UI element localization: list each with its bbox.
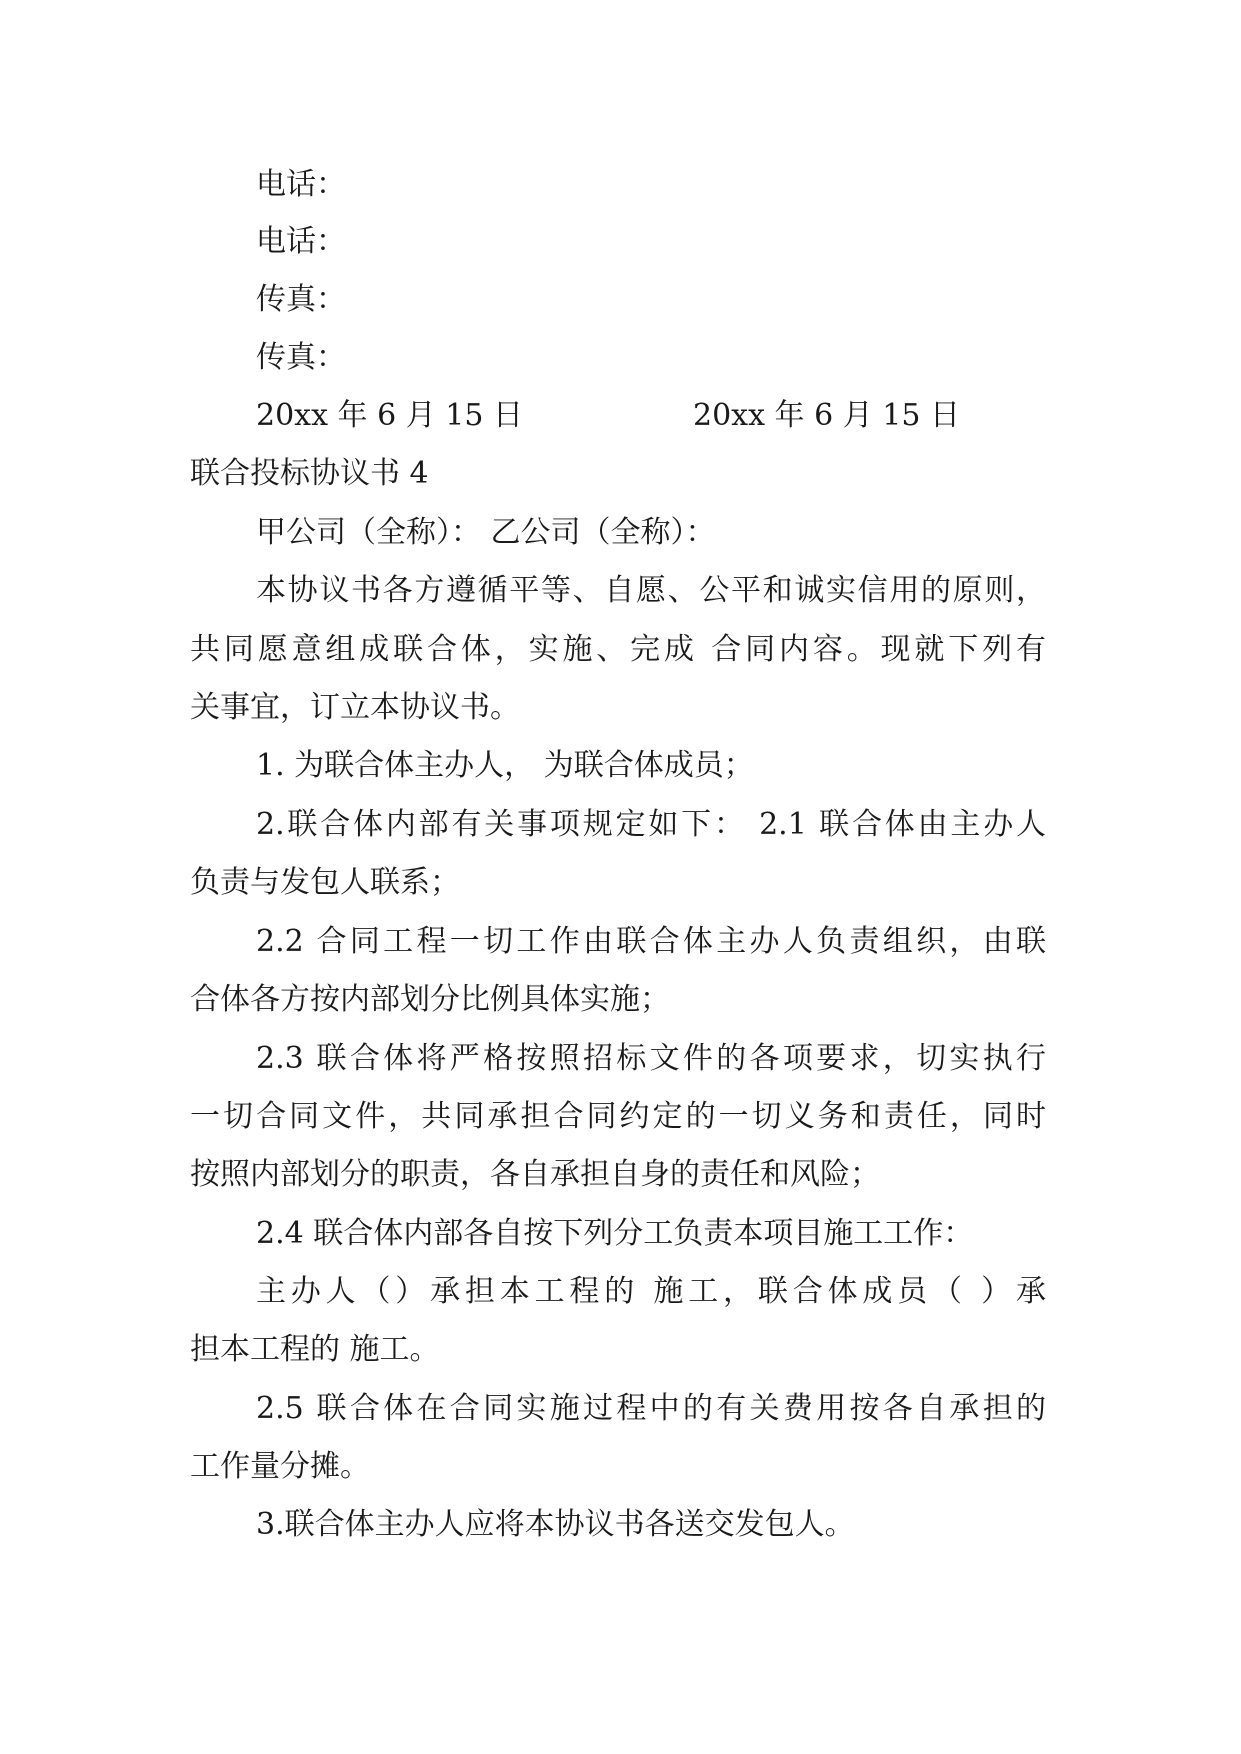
clause-2-4-line-1: 2.4 联合体内部各自按下列分工负责本项目施工工作： xyxy=(256,1216,974,1251)
clause-2-3-line-1: 2.3 联合体将严格按照招标文件的各项要求，切实执行 xyxy=(256,1041,1046,1076)
clause-3: 3.联合体主办人应将本协议书各送交发包人。 xyxy=(256,1507,855,1542)
phone-label-2: 电话： xyxy=(256,224,346,259)
clause-2-4-line-2: 主办人（）承担本工程的 施工，联合体成员（ ）承 xyxy=(256,1274,1046,1309)
clause-2-4-line-3: 担本工程的 施工。 xyxy=(190,1332,440,1367)
clause-2-2-line-1: 2.2 合同工程一切工作由联合体主办人负责组织，由联 xyxy=(256,924,1046,959)
clause-1: 1. 为联合体主办人， 为联合体成员； xyxy=(256,748,754,783)
clause-2-line-2: 负责与发包人联系； xyxy=(190,865,460,900)
parties-line: 甲公司（全称）： 乙公司（全称）： xyxy=(256,515,716,550)
signing-date-left: 20xx 年 6 月 15 日 xyxy=(256,398,523,433)
agreement-title: 联合投标协议书 4 xyxy=(190,456,429,491)
phone-label-1: 电话： xyxy=(256,167,346,202)
clause-2-2-line-2: 合体各方按内部划分比例具体实施； xyxy=(190,982,670,1017)
clause-2-line-1: 2.联合体内部有关事项规定如下： 2.1 联合体由主办人 xyxy=(256,807,1046,842)
fax-label-2: 传真： xyxy=(256,340,346,375)
intro-paragraph-line-1: 本协议书各方遵循平等、自愿、公平和诚实信用的原则， xyxy=(256,573,1046,608)
clause-2-5-line-2: 工作量分摊。 xyxy=(190,1449,370,1484)
fax-label-1: 传真： xyxy=(256,282,346,317)
intro-paragraph-line-3: 关事宜，订立本协议书。 xyxy=(190,690,520,725)
clause-2-5-line-1: 2.5 联合体在合同实施过程中的有关费用按各自承担的 xyxy=(256,1391,1046,1426)
clause-2-3-line-2: 一切合同文件，共同承担合同约定的一切义务和责任，同时 xyxy=(190,1099,1046,1134)
clause-2-3-line-3: 按照内部划分的职责，各自承担自身的责任和风险； xyxy=(190,1157,880,1192)
signing-date-right: 20xx 年 6 月 15 日 xyxy=(693,398,960,433)
intro-paragraph-line-2: 共同愿意组成联合体，实施、完成 合同内容。现就下列有 xyxy=(190,632,1046,667)
